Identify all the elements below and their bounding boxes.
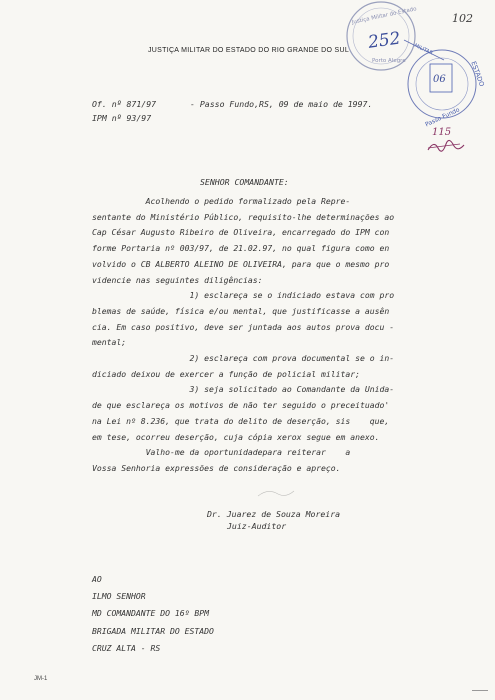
salutation: SENHOR COMANDANTE: (200, 177, 289, 187)
receipt-stamp (404, 40, 486, 128)
addressee-block (92, 571, 214, 657)
body-line: na Lei nº 8.236, que trata do delito de deserção, sis que, (92, 415, 390, 426)
footer-code: JM-1 (34, 676, 48, 682)
svg-text:MILITAR: MILITAR (413, 42, 434, 57)
addressee-line: MD COMANDANTE DO 16º BPM (92, 608, 209, 619)
signature-title: Juiz-Auditor (227, 521, 287, 531)
body-line: sentante do Ministério Público, requisito-lhe determinações ao (92, 211, 395, 222)
page-corner-mark (472, 690, 488, 695)
body-line: videncie nas seguintes diligências: (92, 274, 263, 285)
stamp-number: 252 (366, 28, 402, 53)
body-line: 3) seja solicitado ao Comandante da Unida- (92, 384, 395, 395)
body-line: Cap César Augusto Ribeiro de Oliveira, encarregado do IPM con (92, 227, 390, 238)
body-line: forme Portaria nº 003/97, de 21.02.97, no qual figura como en (92, 243, 390, 254)
body-line: de que esclareça os motivos de não ter seguido o preceituado' (92, 400, 390, 411)
signature-mark (258, 491, 294, 496)
addressee-line: AO (92, 574, 102, 584)
handwritten-number: 115 (432, 127, 452, 138)
handwritten-page-number: 102 (452, 12, 473, 25)
letterhead: JUSTIÇA MILITAR DO ESTADO DO RIO GRANDE DO SUL (148, 47, 350, 54)
body-line: 1) esclareça se o indiciado estava com pro (92, 290, 395, 301)
body-line: Acolhendo o pedido formalizado pela Repre- (92, 196, 351, 206)
body-line: diciado deixou de exercer a função de policial militar; (92, 368, 361, 379)
body-line: Vossa Senhoria expressões de consideração e apreço. (92, 462, 341, 473)
stamp-text-2: Porto Alegre (372, 58, 406, 64)
body-line: Valho-me da oportunidadepara reiterar a (92, 447, 351, 458)
office-reference: Of. nº 871/97 (92, 99, 157, 109)
place-and-date: - Passo Fundo,RS, 09 de maio de 1997. (190, 99, 373, 109)
body-line: volvido o CB ALBERTO ALEINO DE OLIVEIRA, para que o mesmo pro (92, 258, 390, 269)
body-line: blemas de saúde, física e/ou mental, que justificasse a ausên (92, 305, 390, 316)
stamp-text-1: Justiça Militar do Estado (351, 6, 418, 26)
signature-name: Dr. Juarez de Souza Moreira (207, 509, 341, 519)
addressee-line: ILMO SENHOR (92, 591, 146, 602)
stamp-text-4: Passo Fundo (424, 106, 461, 129)
ipm-reference: IPM nº 93/97 (92, 113, 152, 123)
stamp-text-3: ESTADO (469, 60, 486, 88)
stamp-number-2: 06 (433, 74, 446, 85)
body-line: mental; (92, 337, 127, 348)
addressee-line: BRIGADA MILITAR DO ESTADO (92, 625, 214, 636)
letter-body (92, 194, 484, 477)
body-line: cia. Em caso positivo, deve ser juntada aos autos prova docu - (92, 321, 395, 332)
archive-stamp (347, 2, 418, 70)
addressee-line: CRUZ ALTA - RS (92, 642, 161, 653)
body-line: 2) esclareça com prova documental se o in- (92, 353, 395, 364)
body-line: em tese, ocorreu deserção, cuja cópia xerox segue em anexo. (92, 431, 380, 442)
